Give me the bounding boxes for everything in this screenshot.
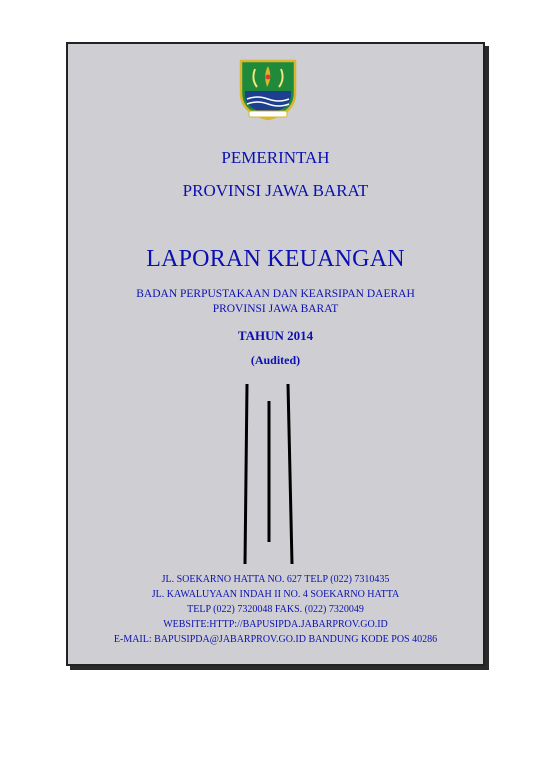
decorative-line-left (245, 384, 247, 564)
province-heading: PROVINSI JAWA BARAT (182, 181, 369, 200)
website-link[interactable]: WEBSITE:HTTP://BAPUSIPDA.JABARPROV.GO.ID (163, 619, 388, 630)
email-line[interactable]: E-MAIL: BAPUSIPDA@JABARPROV.GO.ID BANDUNG KODE POS 40286 (113, 634, 438, 645)
decorative-line-right (288, 384, 292, 564)
report-year: TAHUN 2014 (237, 328, 314, 343)
address-phone-fax: TELP (022) 7320048 FAKS. (022) 7320049 (187, 604, 364, 615)
address-line-1: JL. SOEKARNO HATTA NO. 627 TELP (022) 7310435 (161, 574, 390, 585)
agency-name-line1: BADAN PERPUSTAKAAN DAN KEARSIPAN DAERAH (136, 288, 415, 300)
audit-status: (Audited) (250, 353, 301, 367)
government-heading: PEMERINTAH (221, 148, 330, 167)
agency-name-line2: PROVINSI JAWA BARAT (212, 303, 339, 315)
report-title: LAPORAN KEUANGAN (146, 246, 405, 272)
address-line-2: JL. KAWALUYAAN INDAH II NO. 4 SOEKARNO HATTA (151, 589, 400, 600)
